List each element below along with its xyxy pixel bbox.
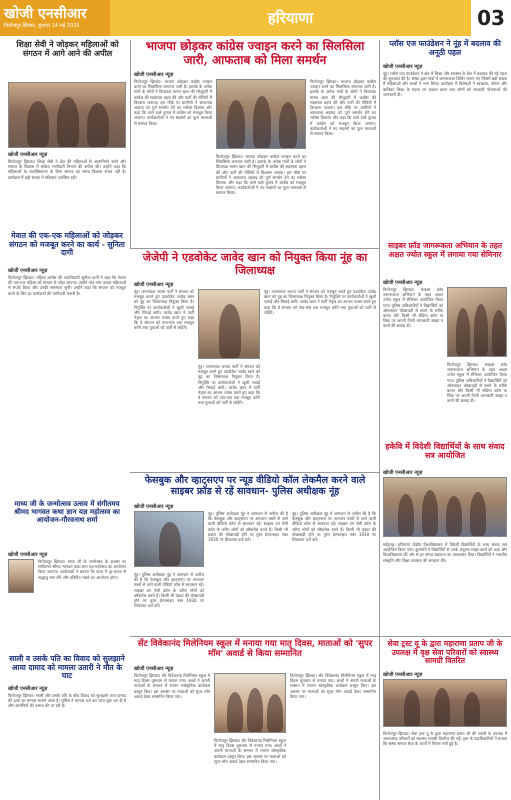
column-divider — [130, 40, 131, 248]
article-byline: खोजी एनसीआर न्यूज़ — [134, 282, 174, 288]
article-body: फिरोजपुर झिरका। माध्य जी के जन्मोत्सव के अवसर पर संगीतमय श्रीमद भागवत कथा ज्ञान यज्ञ महोत्सव का आयोजन किया जाएगा। आयोजकों ने बताया कि कथा में दूर-दराज से श्रद्धालु भाग लेंगे और प्रतिदिन भंडारे का आयोजन होगा। — [38, 559, 126, 580]
article-byline: खोजी एनसीआर न्यूज़ — [383, 672, 423, 678]
article-headline: सेवा ट्रस्ट यू के द्वारा महाराणा प्रताप जी के उपलक्ष में वृक्ष सेवा परिवारों को स्वास्थ्य सामग्री वितरित — [387, 639, 503, 666]
article-body-continued: फिरोजपुर झिरका। सेंट विवेकानंद मिलेनियम स्कूल में मातृ दिवस धूमधाम से मनाया गया। बच्चों ने अपनी माताओं के सम्मान में रंगारंग सांस्कृतिक कार्यक्रम प्रस्तुत किए। इस अवसर पर माताओं को सुपर मॉम अवार्ड देकर सम्मानित किया गया। — [290, 673, 376, 699]
masthead-brand-block — [0, 0, 110, 36]
article-photo — [214, 673, 286, 733]
article-headline: साली व उसके पति का विवाद को सुलझाने आया दामाद को मामला उतारी ने मौत के घाट — [9, 654, 125, 681]
article-headline: प्लॉस एज फाउंडेशन ने नूंह में बदलाव की अनूठी पहल — [389, 39, 501, 57]
article-body: नूंह। जननायक जनता पार्टी ने संगठन को मजबूत करते हुए एडवोकेट जावेद खान को नूंह का जिलाध्यक्ष नियुक्त किया है। नियुक्ति पर कार्यकर्ताओं ने खुशी जताई और मिठाई बांटी। जावेद खान ने पार्टी नेतृत्व का आभार व्यक्त करते हुए कहा कि वे संगठन को गांव-गांव तक मजबूत करेंगे तथा युवाओं को पार्टी से जोड़ेंगे। — [134, 289, 194, 331]
article-body: नूंह। पुलिस अधीक्षक नूंह ने आमजन से अपील की है कि फेसबुक और व्हाट्सएप पर अनजान नंबरों से आने वाली वीडियो कॉल से सावधान रहें। साइबर ठग ऐसी कॉल के जरिए लोगों को ब्लैकमेल करते हैं। किसी भी प्रकार की धोखाधड़ी होने पर तुरंत हेल्पलाइन नंबर 1930 पर शिकायत दर्ज करें। — [208, 511, 288, 543]
article-body: फिरोजपुर झिरका। साली और उसके पति के बीच विवाद को सुलझाने आए दामाद की हत्या का मामला सामने आया है। पुलिस ने मामला दर्ज कर जांच शुरू कर दी है और आरोपियों की तलाश की जा रही है। — [8, 693, 126, 709]
row-divider — [130, 248, 379, 249]
lead-headline: भाजपा छोड़कर कांग्रेस ज्वाइन करने का सिलसिला जारी, आफताब को मिला समर्थन — [145, 39, 365, 67]
masthead — [0, 0, 511, 36]
section-band — [110, 0, 471, 36]
article-body: नूंह। प्लॉस एज फाउंडेशन ने क्षेत्र में शिक्षा और स्वास्थ्य के क्षेत्र में बदलाव की नई पहल की शुरुआत की है। संस्था द्वारा गांवों में जागरूकता शिविर लगाए गए जिसमें बड़ी संख्या में महिलाओं और बच्चों ने भाग लिया। कार्यक्रम में विशेषज्ञों ने स्वच्छता, पोषण और बालिका शिक्षा के महत्व पर प्रकाश डाला तथा लोगों को सरकारी योजनाओं की जानकारी दी। — [383, 71, 507, 97]
article-body: महेंद्रगढ़। हरियाणा केंद्रीय विश्वविद्यालय में विदेशी विद्यार्थियों के साथ संवाद सत्र आयोजित किया गया। कुलपति ने विद्यार्थियों से उनके अनुभव साझा करने को कहा और विश्वविद्यालय की ओर से हर संभव सहायता का आश्वासन दिया। विद्यार्थियों ने भारतीय संस्कृति और शिक्षा व्यवस्था की सराहना की। — [383, 542, 507, 563]
article-headline: सेंट विवेकानंद मिलेनियम स्कूल में मनाया गया मातृ दिवस, माताओं को 'सुपर मॉम' अवार्ड से किया सम्मानित — [137, 639, 373, 659]
article-body-continued: फिरोजपुर झिरका। सेंट विवेकानंद मिलेनियम स्कूल में मातृ दिवस धूमधाम से मनाया गया। बच्चों ने अपनी माताओं के सम्मान में रंगारंग सांस्कृतिक कार्यक्रम प्रस्तुत किए। इस अवसर पर माताओं को सुपर मॉम अवार्ड देकर सम्मानित किया गया। — [214, 738, 286, 764]
article-photo — [8, 82, 126, 148]
article-byline: खोजी एनसीआर न्यूज़ — [8, 686, 48, 692]
article-photo — [134, 511, 204, 567]
article-body: फिरोजपुर झिरका। सेंट विवेकानंद मिलेनियम स्कूल में मातृ दिवस धूमधाम से मनाया गया। बच्चों ने अपनी माताओं के सम्मान में रंगारंग सांस्कृतिक कार्यक्रम प्रस्तुत किए। इस अवसर पर माताओं को सुपर मॉम अवार्ड देकर सम्मानित किया गया। — [134, 673, 210, 699]
article-body: फिरोजपुर झिरका। शिक्षा सेवी ने क्षेत्र की महिलाओं से आत्मनिर्भर बनने और समाज के विकास में सक्रिय भागीदारी निभाने की अपील की। उन्होंने कहा कि महिलाओं के सशक्तिकरण के बिना समाज का समग्र विकास संभव नहीं है। कार्यक्रम में बड़ी संख्या में महिलाएं उपस्थित रहीं। — [8, 159, 126, 180]
article-body-continued: नूंह। जननायक जनता पार्टी ने संगठन को मजबूत करते हुए एडवोकेट जावेद खान को नूंह का जिलाध्यक्ष नियुक्त किया है। नियुक्ति पर कार्यकर्ताओं ने खुशी जताई और मिठाई बांटी। जावेद खान ने पार्टी नेतृत्व का आभार व्यक्त करते हुए कहा कि वे संगठन को गांव-गांव तक मजबूत करेंगे तथा युवाओं को पार्टी से जोड़ेंगे। — [198, 364, 260, 406]
article-body-continued: फिरोजपुर झिरका। भाजपा छोड़कर कांग्रेस ज्वाइन करने का सिलसिला लगातार जारी है। इलाके के अनेक गांवों के लोगों ने विधायक मामन खान की मौजूदगी में कांग्रेस की सदस्यता ग्रहण की और पार्टी की नीतियों में विश्वास जताया। इस मौके पर ग्रामीणों ने आफताब अहमद को पूर्ण समर्थन देने का भरोसा दिलाया और कहा कि आने वाले चुनाव में कांग्रेस को मजबूत किया जाएगा। कार्यकर्ताओं ने नए सदस्यों का फूल मालाओं से स्वागत किया। — [216, 154, 306, 196]
author-photo — [8, 559, 34, 593]
article-headline: हकेवि में विदेशी विद्यार्थियों के साथ संवाद सत्र आयोजित — [385, 441, 505, 461]
article-photo — [383, 679, 507, 727]
row-divider — [130, 636, 379, 637]
newspaper-name: खोजी एनसीआर — [4, 6, 87, 22]
article-body-continued: फिरोजपुर झिरका। साइबर फ्रॉड जागरूकता अभियान के तहत अक्षत ज्योत स्कूल में सेमिनार आयोजित किया गया। पुलिस अधिकारियों ने विद्यार्थियों को ऑनलाइन धोखाधड़ी से बचने के तरीके बताए और किसी भी संदिग्ध कॉल या लिंक पर अपनी निजी जानकारी साझा न करने की सलाह दी। — [447, 362, 507, 404]
article-byline: खोजी एनसीआर न्यूज़ — [134, 72, 174, 78]
column-divider — [379, 40, 380, 800]
article-photo — [216, 79, 306, 149]
issue-date: फिरोजपुर झिरका, बुधवार 14 मई 2025 — [4, 23, 80, 29]
row-divider — [379, 636, 511, 637]
article-headline: मेवात की एक-एक महिलाओं को जोड़कर संगठन को मजबूत करने का कार्य - सुनिता दागी — [9, 231, 125, 258]
article-body-continued: नूंह। पुलिस अधीक्षक नूंह ने आमजन से अपील की है कि फेसबुक और व्हाट्सएप पर अनजान नंबरों से आने वाली वीडियो कॉल से सावधान रहें। साइबर ठग ऐसी कॉल के जरिए लोगों को ब्लैकमेल करते हैं। किसी भी प्रकार की धोखाधड़ी होने पर तुरंत हेल्पलाइन नंबर 1930 पर शिकायत दर्ज करें। — [134, 572, 204, 609]
article-headline: फेसबुक और व्हाट्सएप पर न्यूड वीडियो कॉल लेकमैल करने वाले साइबर फ्रॉड से रहें सावधान- पुलिस अधीक्षक नूंह — [144, 475, 366, 497]
article-byline: खोजी एनसीआर न्यूज़ — [383, 64, 423, 70]
article-headline: माध्य जी के जन्मोत्सव उत्सव में संगीतमय श्रीमद भागवत कथा ज्ञान यज्ञ महोत्सव का आयोजन-गौरवनाथ शर्मा — [14, 499, 120, 525]
article-headline: साइबर फ्रॉड जागरूकता अभियान के तहत अक्षत ज्योत स्कूल में लगाया गया सेमिनार — [387, 241, 503, 259]
article-byline: खोजी एनसीआर न्यूज़ — [8, 552, 48, 558]
page-number: 03 — [477, 6, 505, 30]
article-body: फिरोजपुर झिरका। महिला कांग्रेस की पदाधिकारी सुनीता दागी ने कहा कि मेवात की एक-एक महिला को संगठन से जोड़ा जाएगा। उन्होंने गांव-गांव जाकर महिलाओं से संपर्क किया और उनकी समस्याएं सुनीं। उन्होंने कहा कि संगठन को मजबूत करने के लिए हर कार्यकर्ता की भागीदारी जरूरी है। — [8, 275, 126, 296]
article-body-continued: फिरोजपुर झिरका। भाजपा छोड़कर कांग्रेस ज्वाइन करने का सिलसिला लगातार जारी है। इलाके के अनेक गांवों के लोगों ने विधायक मामन खान की मौजूदगी में कांग्रेस की सदस्यता ग्रहण की और पार्टी की नीतियों में विश्वास जताया। इस मौके पर ग्रामीणों ने आफताब अहमद को पूर्ण समर्थन देने का भरोसा दिलाया और कहा कि आने वाले चुनाव में कांग्रेस को मजबूत किया जाएगा। कार्यकर्ताओं ने नए सदस्यों का फूल मालाओं से स्वागत किया। — [310, 79, 376, 137]
article-body: फिरोजपुर झिरका। साइबर फ्रॉड जागरूकता अभियान के तहत अक्षत ज्योत स्कूल में सेमिनार आयोजित किया गया। पुलिस अधिकारियों ने विद्यार्थियों को ऑनलाइन धोखाधड़ी से बचने के तरीके बताए और किसी भी संदिग्ध कॉल या लिंक पर अपनी निजी जानकारी साझा न करने की सलाह दी। — [383, 287, 443, 329]
article-body-continued: नूंह। पुलिस अधीक्षक नूंह ने आमजन से अपील की है कि फेसबुक और व्हाट्सएप पर अनजान नंबरों से आने वाली वीडियो कॉल से सावधान रहें। साइबर ठग ऐसी कॉल के जरिए लोगों को ब्लैकमेल करते हैं। किसी भी प्रकार की धोखाधड़ी होने पर तुरंत हेल्पलाइन नंबर 1930 पर शिकायत दर्ज करें। — [292, 511, 376, 543]
article-byline: खोजी एनसीआर न्यूज़ — [8, 152, 48, 158]
page-number-block — [471, 0, 511, 36]
article-byline: खोजी एनसीआर न्यूज़ — [8, 268, 48, 274]
article-photo — [383, 477, 507, 537]
article-body: फिरोजपुर झिरका। भाजपा छोड़कर कांग्रेस ज्वाइन करने का सिलसिला लगातार जारी है। इलाके के अनेक गांवों के लोगों ने विधायक मामन खान की मौजूदगी में कांग्रेस की सदस्यता ग्रहण की और पार्टी की नीतियों में विश्वास जताया। इस मौके पर ग्रामीणों ने आफताब अहमद को पूर्ण समर्थन देने का भरोसा दिलाया और कहा कि आने वाले चुनाव में कांग्रेस को मजबूत किया जाएगा। कार्यकर्ताओं ने नए सदस्यों का फूल मालाओं से स्वागत किया। — [134, 79, 212, 126]
article-byline: खोजी एनसीआर न्यूज़ — [134, 666, 174, 672]
article-byline: खोजी एनसीआर न्यूज़ — [134, 504, 174, 510]
article-byline: खोजी एनसीआर न्यूज़ — [383, 470, 423, 476]
article-body-continued: नूंह। जननायक जनता पार्टी ने संगठन को मजबूत करते हुए एडवोकेट जावेद खान को नूंह का जिलाध्यक्ष नियुक्त किया है। नियुक्ति पर कार्यकर्ताओं ने खुशी जताई और मिठाई बांटी। जावेद खान ने पार्टी नेतृत्व का आभार व्यक्त करते हुए कहा कि वे संगठन को गांव-गांव तक मजबूत करेंगे तथा युवाओं को पार्टी से जोड़ेंगे। — [264, 289, 376, 315]
article-byline: खोजी एनसीआर न्यूज़ — [383, 280, 423, 286]
row-divider — [130, 472, 379, 473]
article-photo — [198, 289, 260, 359]
article-headline: जेजेपी ने एडवोकेट जावेद खान को नियुक्त किया नूंह का जिलाध्यक्ष — [142, 251, 368, 277]
article-photo — [447, 287, 507, 357]
article-body: फिरोजपुर झिरका। सेवा ट्रस्ट यू के द्वारा महाराणा प्रताप जी की जयंती के उपलक्ष में जरूरतमंद परिवारों को स्वास्थ्य सामग्री वितरित की गई। ट्रस्ट के पदाधिकारियों ने बताया कि संस्था समाज सेवा के कार्यों में निरंतर लगी हुई है। — [383, 731, 507, 747]
article-headline: शिक्षा सेवी ने जोड़कर महिलाओं को संगठन में आगे आने की अपील — [16, 39, 119, 59]
section-title: हरियाणा — [267, 9, 314, 27]
